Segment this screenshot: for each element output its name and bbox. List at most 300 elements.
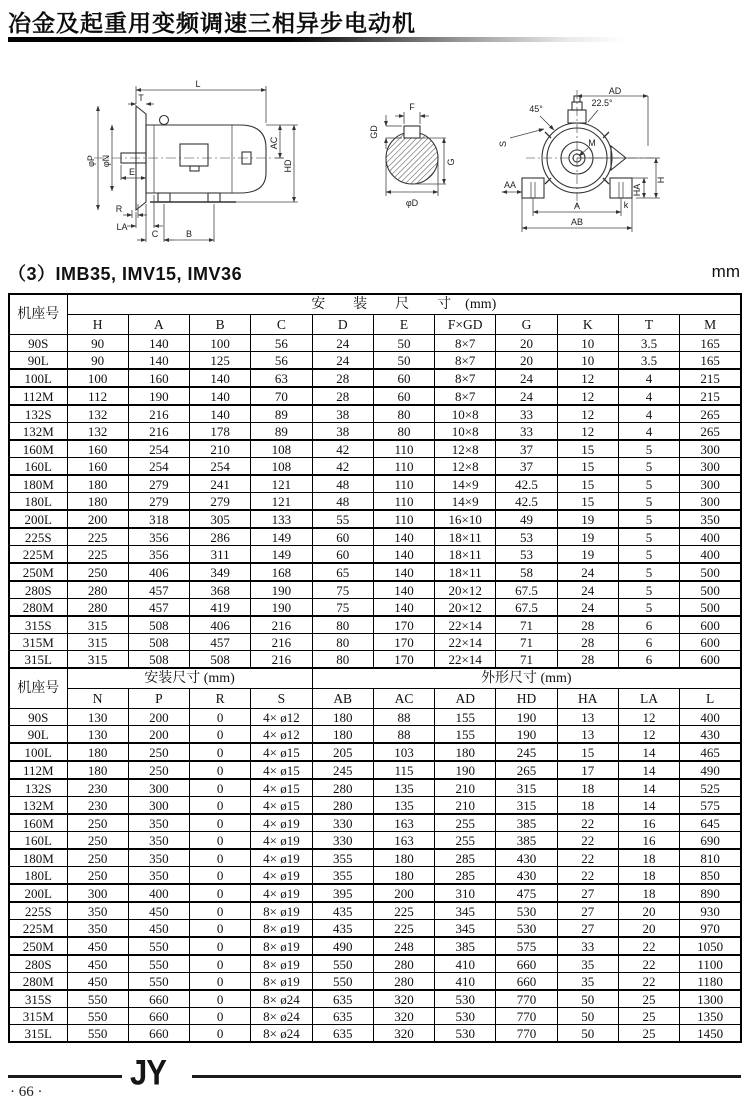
value-cell: 660: [496, 973, 557, 991]
table-row: [9, 599, 741, 617]
value-cell: 24: [557, 563, 618, 581]
value-cell: 4× ø15: [251, 761, 312, 779]
value-cell: 265: [496, 761, 557, 779]
value-cell: 12: [557, 369, 618, 387]
table-row: [9, 884, 741, 902]
value-cell: 80: [312, 634, 373, 651]
value-cell: 8×7: [435, 352, 496, 370]
column-header: M: [680, 315, 741, 335]
value-cell: 12: [557, 405, 618, 423]
unit-label: mm: [711, 262, 740, 281]
value-cell: 200: [128, 726, 189, 744]
value-cell: 355: [312, 849, 373, 867]
frame-cell: 315M: [9, 1008, 67, 1025]
value-cell: 0: [190, 955, 251, 973]
value-cell: 490: [680, 761, 741, 779]
column-header: HA: [557, 689, 618, 709]
value-cell: 22: [618, 973, 679, 991]
table2-columns-row: [9, 689, 741, 709]
frame-cell: 132S: [9, 405, 67, 423]
value-cell: 490: [312, 937, 373, 955]
value-cell: 350: [128, 867, 189, 885]
value-cell: 0: [190, 709, 251, 726]
value-cell: 22: [557, 867, 618, 885]
value-cell: 300: [128, 779, 189, 797]
value-cell: 180: [373, 867, 434, 885]
value-cell: 5: [618, 563, 679, 581]
value-cell: 311: [190, 546, 251, 564]
value-cell: 140: [373, 563, 434, 581]
value-cell: 42: [312, 458, 373, 476]
value-cell: 15: [557, 440, 618, 458]
value-cell: 110: [373, 458, 434, 476]
value-cell: 255: [435, 832, 496, 850]
value-cell: 635: [312, 1025, 373, 1043]
frame-cell: 315M: [9, 634, 67, 651]
frame-cell: 225M: [9, 546, 67, 564]
column-header: T: [618, 315, 679, 335]
value-cell: 125: [190, 352, 251, 370]
footer-rule-right: [192, 1075, 741, 1078]
value-cell: 0: [190, 902, 251, 920]
dim-label-l: L: [195, 79, 201, 89]
value-cell: 5: [618, 528, 679, 546]
frame-cell: 160M: [9, 440, 67, 458]
value-cell: 770: [496, 1025, 557, 1043]
value-cell: 60: [373, 369, 434, 387]
value-cell: 285: [435, 849, 496, 867]
value-cell: 24: [557, 581, 618, 599]
table-row: [9, 779, 741, 797]
install-dimensions-header: 安装尺寸 (mm): [67, 668, 312, 689]
value-cell: 200: [128, 709, 189, 726]
value-cell: 18×11: [435, 528, 496, 546]
value-cell: 970: [680, 920, 741, 938]
value-cell: 75: [312, 581, 373, 599]
column-header: HD: [496, 689, 557, 709]
value-cell: 56: [251, 335, 312, 352]
value-cell: 12: [557, 423, 618, 441]
dimension-table: [8, 293, 742, 1043]
value-cell: 1300: [680, 990, 741, 1008]
table-row: [9, 709, 741, 726]
value-cell: 88: [373, 726, 434, 744]
value-cell: 350: [67, 902, 128, 920]
value-cell: 6: [618, 651, 679, 669]
column-header: B: [190, 315, 251, 335]
value-cell: 645: [680, 814, 741, 832]
value-cell: 100: [190, 335, 251, 352]
table-row: [9, 352, 741, 370]
value-cell: 170: [373, 634, 434, 651]
value-cell: 550: [67, 1008, 128, 1025]
value-cell: 80: [312, 651, 373, 669]
value-cell: 15: [557, 458, 618, 476]
value-cell: 4× ø15: [251, 743, 312, 761]
column-header: S: [251, 689, 312, 709]
column-header: R: [190, 689, 251, 709]
value-cell: 225: [373, 920, 434, 938]
value-cell: 149: [251, 528, 312, 546]
frame-number-header: 机座号: [9, 294, 67, 335]
value-cell: 71: [496, 634, 557, 651]
side-view-diagram: [80, 78, 310, 250]
value-cell: 22×14: [435, 616, 496, 634]
dim-label-s: S: [498, 140, 508, 148]
value-cell: 1350: [680, 1008, 741, 1025]
value-cell: 280: [373, 973, 434, 991]
value-cell: 103: [373, 743, 434, 761]
outline-dimensions-header: 外形尺寸 (mm): [312, 668, 741, 689]
column-header: K: [557, 315, 618, 335]
value-cell: 80: [312, 616, 373, 634]
value-cell: 16: [618, 832, 679, 850]
dim-label-22-5deg: 22.5°: [591, 98, 613, 108]
value-cell: 400: [680, 546, 741, 564]
value-cell: 550: [67, 1025, 128, 1043]
frame-cell: 200L: [9, 884, 67, 902]
value-cell: 0: [190, 779, 251, 797]
value-cell: 850: [680, 867, 741, 885]
value-cell: 160: [67, 458, 128, 476]
page-number: · 66 ·: [10, 1084, 43, 1100]
value-cell: 18×11: [435, 563, 496, 581]
value-cell: 475: [496, 884, 557, 902]
value-cell: 8×7: [435, 387, 496, 405]
value-cell: 33: [557, 937, 618, 955]
column-header: AB: [312, 689, 373, 709]
table-row: [9, 743, 741, 761]
value-cell: 0: [190, 884, 251, 902]
value-cell: 0: [190, 920, 251, 938]
frame-cell: 315S: [9, 990, 67, 1008]
value-cell: 8× ø24: [251, 1025, 312, 1043]
frame-cell: 160L: [9, 458, 67, 476]
value-cell: 430: [496, 849, 557, 867]
mounting-types-label: （3）IMB35, IMV15, IMV36: [8, 264, 243, 284]
frame-cell: 112M: [9, 387, 67, 405]
value-cell: 4× ø19: [251, 814, 312, 832]
value-cell: 12: [557, 387, 618, 405]
value-cell: 419: [190, 599, 251, 617]
table-row: [9, 581, 741, 599]
value-cell: 0: [190, 761, 251, 779]
value-cell: 356: [128, 528, 189, 546]
value-cell: 18×11: [435, 546, 496, 564]
dim-label-e: E: [128, 167, 136, 177]
value-cell: 6: [618, 634, 679, 651]
value-cell: 180: [67, 475, 128, 493]
table-row: [9, 493, 741, 511]
value-cell: 25: [618, 1025, 679, 1043]
value-cell: 241: [190, 475, 251, 493]
value-cell: 406: [190, 616, 251, 634]
frame-cell: 315L: [9, 651, 67, 669]
value-cell: 450: [128, 920, 189, 938]
table1-body: [9, 335, 741, 669]
value-cell: 0: [190, 832, 251, 850]
value-cell: 5: [618, 510, 679, 528]
value-cell: 180: [67, 743, 128, 761]
value-cell: 315: [67, 616, 128, 634]
value-cell: 132: [67, 405, 128, 423]
value-cell: 14: [618, 797, 679, 815]
dim-label-g: G: [446, 158, 456, 166]
value-cell: 810: [680, 849, 741, 867]
value-cell: 0: [190, 1025, 251, 1043]
value-cell: 49: [496, 510, 557, 528]
value-cell: 170: [373, 616, 434, 634]
value-cell: 216: [251, 651, 312, 669]
value-cell: 178: [190, 423, 251, 441]
value-cell: 42: [312, 440, 373, 458]
value-cell: 27: [557, 902, 618, 920]
value-cell: 1050: [680, 937, 741, 955]
frame-cell: 180L: [9, 493, 67, 511]
value-cell: 406: [128, 563, 189, 581]
value-cell: 140: [190, 369, 251, 387]
value-cell: 225: [373, 902, 434, 920]
value-cell: 279: [128, 493, 189, 511]
value-cell: 8× ø24: [251, 990, 312, 1008]
value-cell: 10: [557, 335, 618, 352]
value-cell: 130: [67, 726, 128, 744]
frame-cell: 160M: [9, 814, 67, 832]
value-cell: 12×8: [435, 458, 496, 476]
frame-cell: 280M: [9, 599, 67, 617]
value-cell: 22×14: [435, 634, 496, 651]
value-cell: 250: [67, 849, 128, 867]
table-row: [9, 955, 741, 973]
table-row: [9, 423, 741, 441]
value-cell: 216: [128, 405, 189, 423]
value-cell: 300: [680, 493, 741, 511]
frame-cell: 90L: [9, 352, 67, 370]
value-cell: 216: [128, 423, 189, 441]
dim-label-ad: AD: [608, 86, 622, 96]
value-cell: 508: [128, 651, 189, 669]
value-cell: 350: [680, 510, 741, 528]
table-row: [9, 973, 741, 991]
value-cell: 5: [618, 546, 679, 564]
value-cell: 18: [618, 849, 679, 867]
value-cell: 225: [67, 528, 128, 546]
table-row: [9, 563, 741, 581]
value-cell: 20: [496, 335, 557, 352]
value-cell: 320: [373, 1025, 434, 1043]
value-cell: 140: [190, 387, 251, 405]
value-cell: 216: [251, 634, 312, 651]
value-cell: 14: [618, 779, 679, 797]
dim-label-la: LA: [116, 222, 128, 232]
value-cell: 4× ø15: [251, 779, 312, 797]
value-cell: 250: [67, 814, 128, 832]
value-cell: 63: [251, 369, 312, 387]
value-cell: 10×8: [435, 405, 496, 423]
value-cell: 254: [190, 458, 251, 476]
column-header: G: [496, 315, 557, 335]
dim-label-hd: HD: [283, 159, 293, 173]
value-cell: 28: [557, 651, 618, 669]
value-cell: 60: [312, 546, 373, 564]
value-cell: 89: [251, 405, 312, 423]
value-cell: 508: [128, 616, 189, 634]
value-cell: 48: [312, 475, 373, 493]
dim-label-t: T: [138, 93, 144, 103]
value-cell: 245: [312, 761, 373, 779]
value-cell: 22: [618, 955, 679, 973]
table-row: [9, 405, 741, 423]
value-cell: 550: [128, 973, 189, 991]
value-cell: 135: [373, 797, 434, 815]
value-cell: 37: [496, 440, 557, 458]
frame-cell: 225S: [9, 528, 67, 546]
value-cell: 180: [373, 849, 434, 867]
value-cell: 132: [67, 423, 128, 441]
value-cell: 33: [496, 423, 557, 441]
value-cell: 190: [435, 761, 496, 779]
value-cell: 67.5: [496, 581, 557, 599]
value-cell: 3.5: [618, 352, 679, 370]
frame-cell: 90S: [9, 335, 67, 352]
dim-label-ha: HA: [632, 183, 642, 197]
value-cell: 71: [496, 651, 557, 669]
value-cell: 4: [618, 369, 679, 387]
frame-cell: 250M: [9, 563, 67, 581]
value-cell: 110: [373, 493, 434, 511]
frame-cell: 160L: [9, 832, 67, 850]
table-row: [9, 937, 741, 955]
value-cell: 8× ø19: [251, 902, 312, 920]
value-cell: 80: [373, 405, 434, 423]
value-cell: 300: [67, 884, 128, 902]
value-cell: 250: [128, 761, 189, 779]
value-cell: 155: [435, 726, 496, 744]
dim-label-ac: AC: [269, 136, 279, 150]
value-cell: 19: [557, 510, 618, 528]
value-cell: 133: [251, 510, 312, 528]
value-cell: 13: [557, 709, 618, 726]
value-cell: 550: [128, 955, 189, 973]
value-cell: 280: [312, 797, 373, 815]
value-cell: 4× ø12: [251, 726, 312, 744]
frame-cell: 90L: [9, 726, 67, 744]
value-cell: 190: [496, 709, 557, 726]
table-row: [9, 761, 741, 779]
value-cell: 50: [557, 1025, 618, 1043]
value-cell: 28: [312, 369, 373, 387]
value-cell: 0: [190, 743, 251, 761]
value-cell: 350: [128, 832, 189, 850]
table-row: [9, 546, 741, 564]
frame-cell: 132S: [9, 779, 67, 797]
value-cell: 13: [557, 726, 618, 744]
value-cell: 53: [496, 528, 557, 546]
table-row: [9, 797, 741, 815]
value-cell: 385: [496, 832, 557, 850]
table-row: [9, 990, 741, 1008]
value-cell: 400: [128, 884, 189, 902]
value-cell: 50: [373, 335, 434, 352]
value-cell: 50: [557, 1008, 618, 1025]
value-cell: 55: [312, 510, 373, 528]
value-cell: 190: [251, 581, 312, 599]
value-cell: 8× ø19: [251, 973, 312, 991]
value-cell: 465: [680, 743, 741, 761]
value-cell: 22: [557, 814, 618, 832]
value-cell: 0: [190, 814, 251, 832]
value-cell: 22: [618, 937, 679, 955]
value-cell: 660: [128, 1008, 189, 1025]
value-cell: 0: [190, 797, 251, 815]
frame-cell: 250M: [9, 937, 67, 955]
value-cell: 4× ø19: [251, 884, 312, 902]
value-cell: 410: [435, 973, 496, 991]
value-cell: 265: [680, 423, 741, 441]
value-cell: 349: [190, 563, 251, 581]
value-cell: 600: [680, 616, 741, 634]
value-cell: 315: [496, 779, 557, 797]
table-row: [9, 920, 741, 938]
value-cell: 320: [373, 1008, 434, 1025]
table2-span-header-row: [9, 668, 741, 689]
value-cell: 140: [128, 335, 189, 352]
table-row: [9, 849, 741, 867]
value-cell: 170: [373, 651, 434, 669]
value-cell: 24: [557, 599, 618, 617]
value-cell: 4× ø15: [251, 797, 312, 815]
column-header: AD: [435, 689, 496, 709]
value-cell: 20×12: [435, 581, 496, 599]
value-cell: 530: [496, 902, 557, 920]
column-header: F×GD: [435, 315, 496, 335]
table-row: [9, 475, 741, 493]
value-cell: 280: [373, 955, 434, 973]
frame-cell: 132M: [9, 797, 67, 815]
value-cell: 20: [496, 352, 557, 370]
value-cell: 575: [496, 937, 557, 955]
value-cell: 1100: [680, 955, 741, 973]
value-cell: 318: [128, 510, 189, 528]
table-row: [9, 1008, 741, 1025]
frame-cell: 200L: [9, 510, 67, 528]
value-cell: 200: [373, 884, 434, 902]
value-cell: 930: [680, 902, 741, 920]
value-cell: 90: [67, 335, 128, 352]
value-cell: 18: [557, 797, 618, 815]
value-cell: 300: [680, 475, 741, 493]
value-cell: 305: [190, 510, 251, 528]
value-cell: 8× ø19: [251, 955, 312, 973]
value-cell: 350: [128, 814, 189, 832]
table-row: [9, 616, 741, 634]
value-cell: 4× ø19: [251, 849, 312, 867]
value-cell: 50: [373, 352, 434, 370]
footer-rule-left: [8, 1075, 122, 1078]
value-cell: 250: [128, 743, 189, 761]
value-cell: 450: [67, 973, 128, 991]
title-rule: [8, 37, 742, 42]
dim-label-aa: AA: [503, 180, 517, 190]
value-cell: 88: [373, 709, 434, 726]
table-row: [9, 387, 741, 405]
value-cell: 500: [680, 563, 741, 581]
value-cell: 550: [67, 990, 128, 1008]
value-cell: 450: [67, 937, 128, 955]
value-cell: 330: [312, 814, 373, 832]
frame-cell: 225M: [9, 920, 67, 938]
value-cell: 20: [618, 902, 679, 920]
